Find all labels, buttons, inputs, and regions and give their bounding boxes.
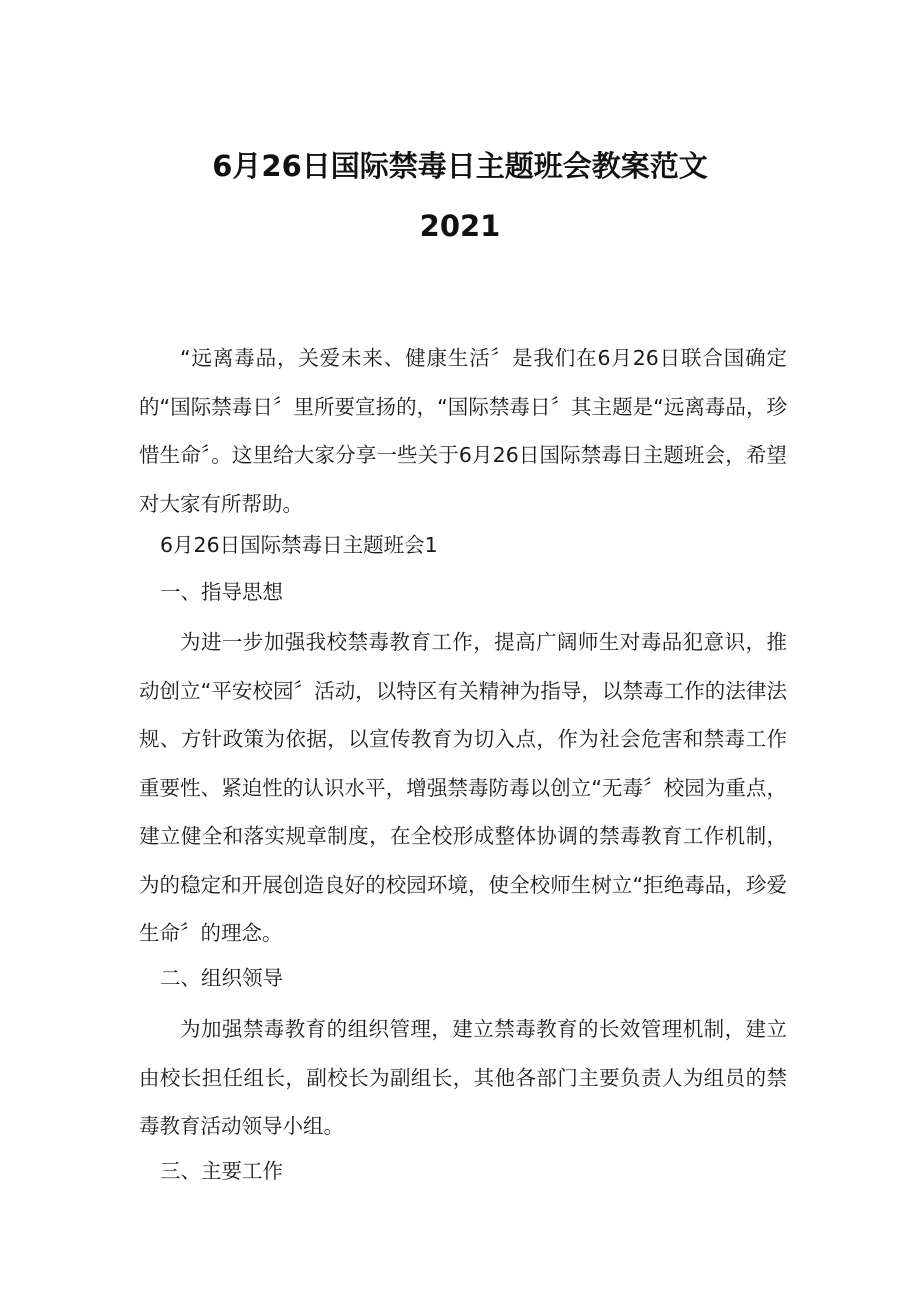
section-heading-organization: 二、组织领导 <box>160 966 283 990</box>
section-body-organization: 为加强禁毒教育的组织管理，建立禁毒教育的长效管理机制，建立由校长担任组长，副校长为副组长，其他各部门主要负责人为组员的禁毒教育活动领导小组。 <box>139 1017 787 1138</box>
section-heading-guiding-ideology: 一、指导思想 <box>160 580 283 604</box>
section-heading-main-work: 三、主要工作 <box>160 1159 283 1183</box>
class-meeting-subtitle: 6月26日国际禁毒日主题班会1 <box>160 533 438 557</box>
document-title-line-2: 2021 <box>419 209 501 243</box>
section-body-guiding-ideology: 为进一步加强我校禁毒教育工作，提高广阔师生对毒品犯意识，推动创立“平安校园〞活动，以特区有关精神为指导，以禁毒工作的法律法规、方针政策为依据，以宣传教育为切入点，作为社会危害和禁毒工作重要性、紧迫性的认识水平，增强禁毒防毒以创立“无毒〞校园为重点，建立健全和落实规章制度，在全校形成整体协调的禁毒教育工作机制，为的稳定和开展创造良好的校园环境，使全校师生树立“拒绝毒品，珍爱生命〞的理念。 <box>139 630 787 945</box>
intro-paragraph: “远离毒品，关爱未来、健康生活〞是我们在6月26日联合国确定的“国际禁毒日〞里所要宣扬的，“国际禁毒日〞其主题是“远离毒品，珍惜生命〞。这里给大家分享一些关于6月26日国际禁毒日主题班会，希望对大家有所帮助。 <box>139 346 787 516</box>
document-title-line-1: 6月26日国际禁毒日主题班会教案范文 <box>212 149 708 183</box>
